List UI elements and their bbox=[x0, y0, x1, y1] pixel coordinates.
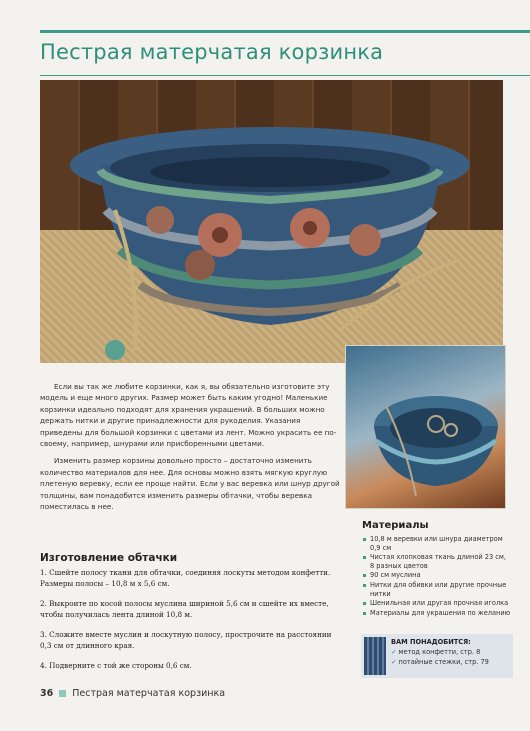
materials-item: 90 см муслина bbox=[362, 571, 512, 580]
need-item-label: потайные стежки, стр. 79 bbox=[398, 658, 489, 666]
intro-paragraph-2: Изменить размер корзины довольно просто – достаточно изменить количество материалов для нее. Для основы можно взять мягкую круглую плетеную веревку, если ее проще найти. Если у вас веревка или шнур другой толщины, вам понадобится изменить размеры обтачки, чтобы веревка поместилась в нее. bbox=[40, 456, 340, 512]
step-4: 4. Подверните с той же стороны 0,6 см. bbox=[40, 661, 192, 670]
intro-text bbox=[40, 381, 340, 518]
materials-item: Шенильная или другая прочная иголка bbox=[362, 599, 512, 608]
check-icon: ✓ bbox=[391, 658, 397, 666]
need-item bbox=[391, 647, 489, 657]
basket-illustration bbox=[40, 80, 503, 363]
materials-item: 10,8 м веревки или шнура диаметром 0,9 см bbox=[362, 535, 512, 552]
need-title: ВАМ ПОНАДОБИТСЯ: bbox=[391, 638, 471, 646]
page-footer bbox=[40, 688, 225, 699]
materials-item: Материалы для украшения по желанию bbox=[362, 609, 512, 618]
step-2: 2. Выкроите по косой полосы муслина шириной 5,6 см и сшейте их вместе, чтобы получилась лента длиной 10,8 м. bbox=[40, 599, 329, 619]
footer-section-title: Пестрая матерчатая корзинка bbox=[72, 688, 226, 699]
intro-paragraph-1: Если вы так же любите корзинки, как я, вы обязательно изготовите эту модель и еще много других. Размер может быть каким угодно! Маленькие корзинки идеально подходят для хранения украшений. В больших можно держать нитки и другие принадлежности для рукоделия. Указания приведены для большой корзинки с цветами из лент. Можно украсить ее по-своему, например, шнурами или присборенными цветами. bbox=[40, 382, 337, 449]
need-item bbox=[391, 657, 489, 667]
check-icon: ✓ bbox=[391, 648, 397, 656]
footer-square-icon bbox=[59, 690, 66, 697]
need-item-label: метод конфетти, стр. 8 bbox=[398, 648, 481, 656]
step-3: 3. Сложите вместе муслин и лоскутную полосу, прострочите на расстоянии 0,3 см от длинного края. bbox=[40, 630, 332, 650]
materials-title: Материалы bbox=[362, 520, 429, 531]
materials-item: Нитки для обивки или другие прочные нитки bbox=[362, 581, 512, 598]
small-basket-photo bbox=[345, 345, 506, 509]
step-1: 1. Сшейте полосу ткани для обтачки, соединяя лоскуты методом конфетти. Размеры полосы – 10,8 м х 5,6 см. bbox=[40, 568, 331, 588]
materials-list bbox=[362, 535, 512, 618]
page-title: Пестрая матерчатая корзинка bbox=[40, 40, 384, 64]
steps-list bbox=[40, 568, 340, 682]
small-basket-illustration bbox=[346, 346, 505, 508]
section-heading: Изготовление обтачки bbox=[40, 552, 178, 564]
you-will-need-box bbox=[361, 634, 513, 678]
basket-photo bbox=[40, 80, 503, 363]
page-number: 36 bbox=[40, 688, 54, 699]
top-rule bbox=[40, 30, 530, 33]
title-rule bbox=[40, 75, 530, 76]
need-body bbox=[386, 634, 494, 678]
materials-item: Чистая хлопковая ткань длиной 23 см, 8 разных цветов bbox=[362, 553, 512, 570]
need-thumbnail bbox=[364, 637, 386, 675]
